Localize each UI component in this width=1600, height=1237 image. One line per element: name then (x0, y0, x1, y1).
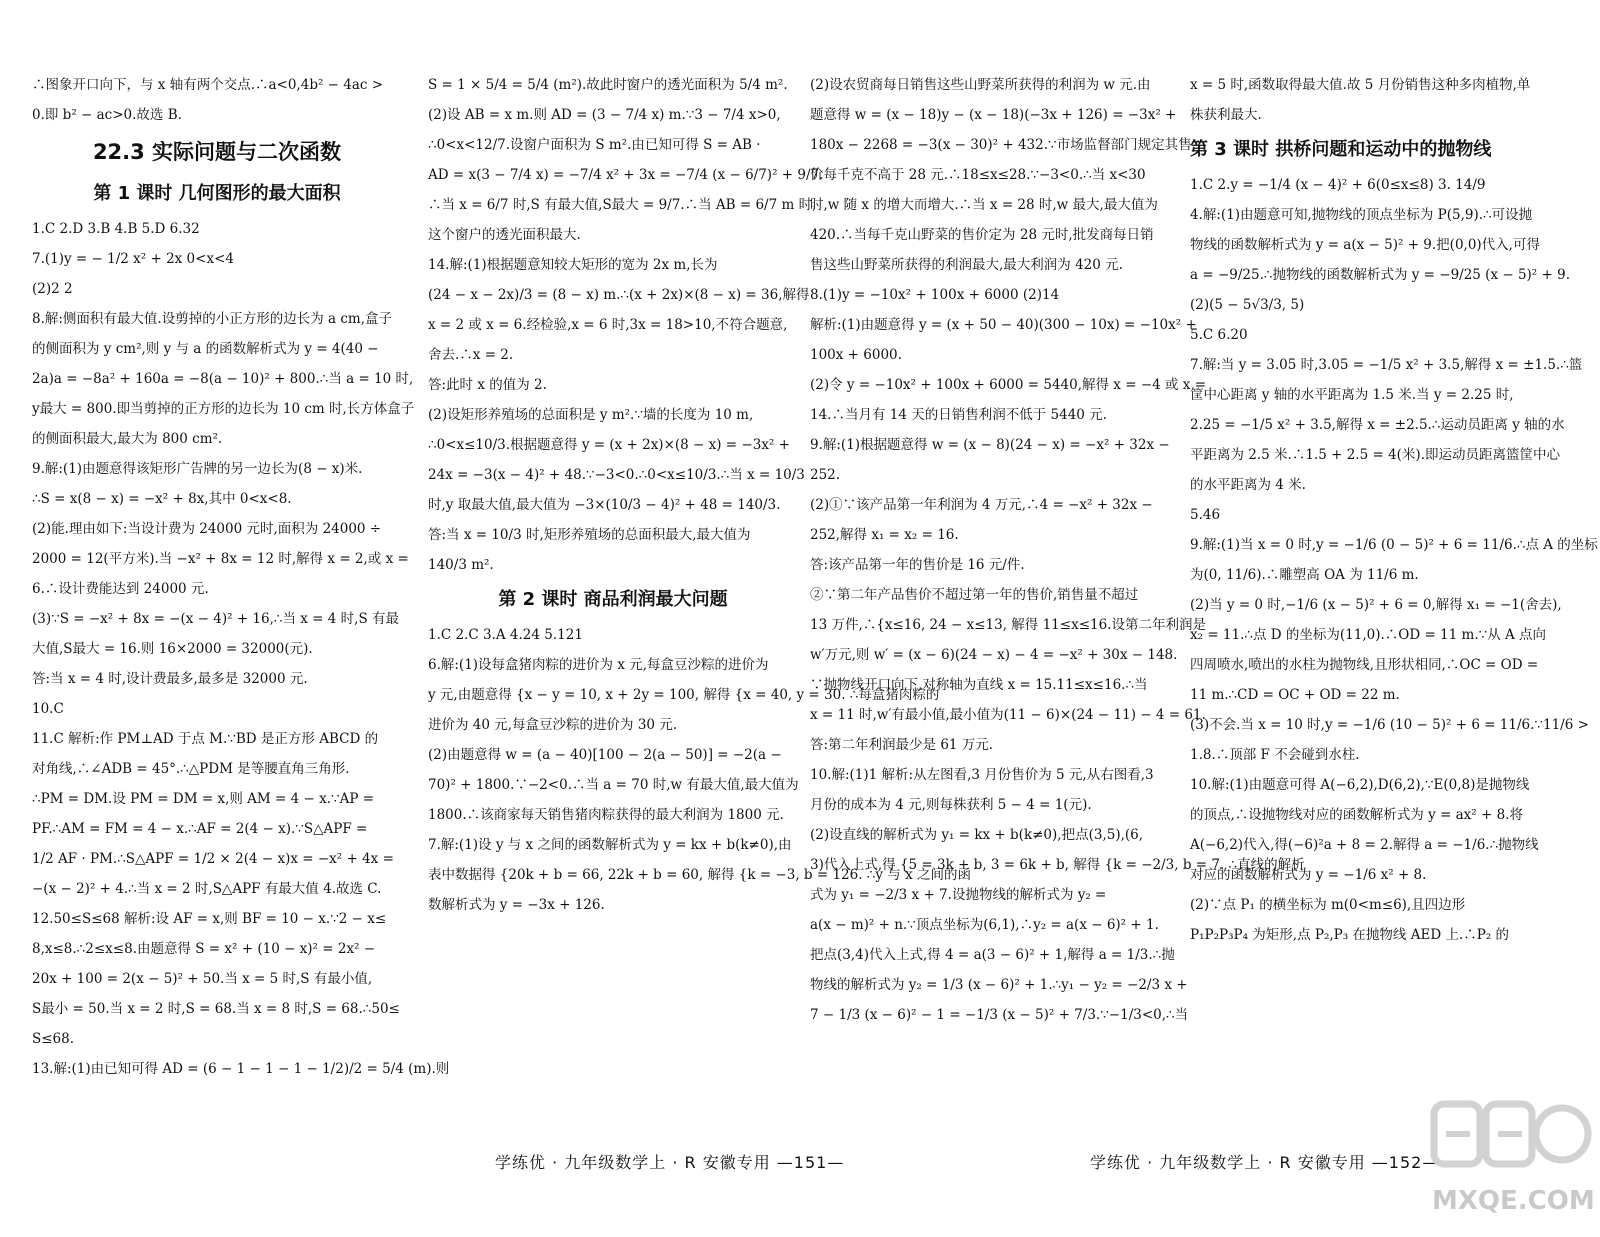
text-line: 1.8.∴顶部 F 不会碰到水柱. (1190, 747, 1360, 763)
text-line: 10.解:(1)由题意可得 A(−6,2),D(6,2),∵E(0,8)是抛物线 (1190, 777, 1530, 793)
text-line: 8.解:侧面积有最大值.设剪掉的小正方形的边长为 a cm,盒子 (32, 311, 393, 327)
text-line: (2)由题意得 w = (a − 40)[100 − 2(a − 50)] = −2(a − (428, 747, 782, 763)
text-line: a(x − m)² + n.∵顶点坐标为(6,1),∴y₂ = a(x − 6)² + 1. (810, 917, 1159, 933)
lesson-heading: 第 2 课时 商品利润最大问题 (498, 589, 728, 610)
text-line: 9.解:(1)由题意得该矩形广告牌的另一边长为(8 − x)米. (32, 461, 363, 477)
text-line: 14.∴当月有 14 天的日销售利润不低于 5440 元. (810, 407, 1107, 423)
lesson-heading: 第 1 课时 几何图形的最大面积 (93, 183, 341, 204)
text-line: 12.50≤S≤68 解析:设 AF = x,则 BF = 10 − x.∵2 − x≤ (32, 911, 387, 927)
text-line: 的侧面积为 y cm²,则 y 与 a 的函数解析式为 y = 4(40 − (32, 341, 379, 357)
text-line: 13 万件,∴{x≤16, 24 − x≤13, 解得 11≤x≤16.设第二年利润是 (810, 617, 1206, 633)
text-line: (2)令 y = −10x² + 100x + 6000 = 5440,解得 x = −4 或 x = (810, 377, 1207, 393)
text-line: 数解析式为 y = −3x + 126. (428, 897, 605, 913)
text-line: 1/2 AF · PM.∴S△APF = 1/2 × 2(4 − x)x = −x² + 4x = (32, 851, 394, 867)
text-line: (2)①∵该产品第一年利润为 4 万元,∴4 = −x² + 32x − (810, 497, 1153, 513)
text-line: 0.即 b² − ac>0.故选 B. (32, 107, 182, 123)
text-line: 11.C 解析:作 PM⊥AD 于点 M.∵BD 是正方形 ABCD 的 (32, 731, 379, 747)
text-line: 8.(1)y = −10x² + 100x + 6000 (2)14 (810, 287, 1060, 303)
text-line: AD = x(3 − 7/4 x) = −7/4 x² + 3x = −7/4 (x − 6/7)² + 9/7. (428, 167, 824, 183)
text-line: 大值,S最大 = 16.则 16×2000 = 32000(元). (32, 641, 313, 657)
text-line: 140/3 m². (428, 557, 494, 573)
lesson-heading: 第 3 课时 拱桥问题和运动中的抛物线 (1190, 139, 1492, 160)
column-4 (1190, 70, 1598, 950)
text-line: 13.解:(1)由已知可得 AD = (6 − 1 − 1 − 1 − 1/2)/2 = 5/4 (m).则 (32, 1061, 450, 1077)
text-line: 舍去.∴x = 2. (428, 347, 514, 363)
text-line: 6.解:(1)设每盒猪肉粽的进价为 x 元,每盒豆沙粽的进价为 (428, 657, 769, 673)
text-line: 2a)a = −8a² + 160a = −8(a − 10)² + 800.∴当 a = 10 时, (32, 371, 414, 387)
text-line: 对应的函数解析式为 y = −1/6 x² + 8. (1190, 867, 1427, 883)
text-line: S最小 = 50.当 x = 2 时,S = 68.当 x = 8 时,S = 68.∴50≤ (32, 1001, 400, 1017)
text-line: 物线的解析式为 y₂ = 1/3 (x − 6)² + 1.∴y₁ − y₂ = −2/3 x + (810, 977, 1188, 993)
text-line: 5.46 (1190, 507, 1221, 523)
watermark-text: MXQE.COM (1432, 1186, 1595, 1216)
column-1 (32, 70, 450, 1084)
text-line: 答:当 x = 10/3 时,矩形养殖场的总面积最大,最大值为 (428, 527, 751, 543)
text-line: 252,解得 x₁ = x₂ = 16. (810, 527, 959, 543)
text-line: 这个窗户的透光面积最大. (428, 227, 581, 243)
text-line: y 元,由题意得 {x − y = 10, x + 2y = 100, 解得 {x = 40, y = 30. ∴每盒猪肉粽的 (428, 687, 940, 703)
text-line: 14.解:(1)根据题意知较大矩形的宽为 2x m,长为 (428, 257, 718, 273)
text-line: (2)设直线的解析式为 y₁ = kx + b(k≠0),把点(3,5),(6, (810, 827, 1144, 843)
text-line: 70)² + 1800.∵−2<0.∴当 a = 70 时,w 有最大值,最大值为 (428, 777, 799, 793)
text-line: 1.C 2.y = −1/4 (x − 4)² + 6(0≤x≤8) 3. 14/9 (1190, 177, 1486, 193)
text-line: (2)2 2 (32, 281, 73, 297)
text-line: 答:当 x = 4 时,设计费最多,最多是 32000 元. (32, 671, 308, 687)
text-line: (2)∵点 P₁ 的横坐标为 m(0<m≤6),且四边形 (1190, 897, 1466, 913)
text-line: 的侧面积最大,最大为 800 cm². (32, 431, 223, 447)
text-line: x₂ = 11.∴点 D 的坐标为(11,0).∴OD = 11 m.∵从 A 点向 (1190, 627, 1547, 643)
text-line: 3)代入上式,得 {5 = 3k + b, 3 = 6k + b, 解得 {k = −2/3, b = 7. ∴直线的解析 (810, 857, 1305, 873)
text-line: (2)设矩形养殖场的总面积是 y m².∵墙的长度为 10 m, (428, 407, 754, 423)
text-line: S≤68. (32, 1031, 75, 1047)
text-line: 180x − 2268 = −3(x − 30)² + 432.∵市场监督部门规定其售 (810, 137, 1192, 153)
text-line: a = −9/25.∴抛物线的函数解析式为 y = −9/25 (x − 5)² + 9. (1190, 267, 1570, 283)
text-line: ∴0<x≤10/3.根据题意得 y = (x + 2x)×(8 − x) = −3x² + (428, 437, 790, 453)
text-line: P₁P₂P₃P₄ 为矩形,点 P₂,P₃ 在抛物线 AED 上.∴P₂ 的 (1190, 927, 1510, 943)
text-line: 1800.∴该商家每天销售猪肉粽获得的最大利润为 1800 元. (428, 807, 784, 823)
text-line: PF.∴AM = FM = 4 − x.∴AF = 2(4 − x).∵S△APF = (32, 821, 368, 837)
page-footer-right: 学练优 · 九年级数学上 · R 安徽专用 —152— (1090, 1153, 1440, 1172)
text-line: 24x = −3(x − 4)² + 48.∵−3<0.∴0<x≤10/3.∴当 x = 10/3 (428, 467, 805, 483)
text-line: (2)设农贸商每日销售这些山野菜所获得的利润为 w 元.由 (810, 77, 1151, 93)
text-line: 四周喷水,喷出的水柱为抛物线,且形状相同,∴OC = OD = (1190, 657, 1539, 673)
text-line: (24 − x − 2x)/3 = (8 − x) m.∴(x + 2x)×(8 − x) = 36,解得 (428, 287, 810, 303)
text-line: 10.解:(1)1 解析:从左图看,3 月份售价为 5 元,从右图看,3 (810, 767, 1154, 783)
text-line: ∴图象开口向下，与 x 轴有两个交点.∴a<0,4b² − 4ac > (32, 77, 384, 93)
text-line: 式为 y₁ = −2/3 x + 7.设抛物线的解析式为 y₂ = (810, 887, 1107, 903)
text-line: 7 − 1/3 (x − 6)² − 1 = −1/3 (x − 5)² + 7/3.∵−1/3<0,∴当 (810, 1007, 1189, 1023)
text-line: x = 2 或 x = 6.经检验,x = 6 时,3x = 18>10,不符合题意, (428, 317, 788, 333)
text-line: 进价为 40 元,每盒豆沙粽的进价为 30 元. (428, 717, 678, 733)
text-line: 252. (810, 467, 841, 483)
text-line: 对角线,∴∠ADB = 45°.∴△PDM 是等腰直角三角形. (32, 761, 350, 777)
page-footer-left: 学练优 · 九年级数学上 · R 安徽专用 —151— (495, 1153, 845, 1172)
text-line: 物线的函数解析式为 y = a(x − 5)² + 9.把(0,0)代入,可得 (1190, 237, 1540, 253)
text-line: 100x + 6000. (810, 347, 902, 363)
text-line: −(x − 2)² + 4.∴当 x = 2 时,S△APF 有最大值 4.故选 C. (32, 881, 382, 897)
text-line: 8,x≤8.∴2≤x≤8.由题意得 S = x² + (10 − x)² = 2x² − (32, 941, 376, 957)
text-line: (3)不会.当 x = 10 时,y = −1/6 (10 − 5)² + 6 = 11/6.∵11/6 > (1190, 717, 1589, 733)
text-line: 6.∴设计费能达到 24000 元. (32, 581, 209, 597)
text-line: 月份的成本为 4 元,则每株获利 5 − 4 = 1(元). (810, 797, 1092, 813)
text-line: 的水平距离为 4 米. (1190, 477, 1306, 493)
text-line: 10.C (32, 701, 64, 717)
text-line: 答:第二年利润最少是 61 万元. (810, 737, 994, 753)
text-line: 1.C 2.D 3.B 4.B 5.D 6.32 (32, 221, 200, 237)
text-line: x = 5 时,函数取得最大值.故 5 月份销售这种多肉植物,单 (1190, 77, 1531, 93)
text-line: 7.(1)y = − 1/2 x² + 2x 0<x<4 (32, 251, 234, 267)
text-line: ∴PM = DM.设 PM = DM = x,则 AM = 4 − x.∵AP = (32, 791, 375, 807)
section-heading: 22.3 实际问题与二次函数 (92, 140, 342, 164)
text-line: 9.解:(1)当 x = 0 时,y = −1/6 (0 − 5)² + 6 = 11/6.∴点 A 的坐标 (1190, 537, 1598, 553)
text-line: 筐中心距离 y 轴的水平距离为 1.5 米.当 y = 2.25 时, (1190, 387, 1514, 403)
text-line: 420.∴当每千克山野菜的售价定为 28 元时,批发商每日销 (810, 227, 1154, 243)
text-line: w′万元,则 w′ = (x − 6)(24 − x) − 4 = −x² + 30x − 148. (810, 647, 1178, 663)
text-line: 答:该产品第一年的售价是 16 元/件. (810, 557, 1025, 573)
text-line: ∴0<x<12/7.设窗户面积为 S m².由已知可得 S = AB · (428, 137, 761, 153)
text-line: 答:此时 x 的值为 2. (428, 377, 547, 393)
text-line: 株获利最大. (1190, 107, 1262, 123)
text-line: (3)∵S = −x² + 8x = −(x − 4)² + 16,∴当 x = 4 时,S 有最 (32, 611, 399, 627)
text-line: 2.25 = −1/5 x² + 3.5,解得 x = ±2.5.∴运动员距离 y 轴的水 (1190, 417, 1565, 433)
text-line: 时,w 随 x 的增大而增大.∴当 x = 28 时,w 最大,最大值为 (810, 197, 1158, 213)
text-line: ∴S = x(8 − x) = −x² + 8x,其中 0<x<8. (32, 491, 292, 507)
text-line: A(−6,2)代入,得(−6)²a + 8 = 2.解得 a = −1/6.∴抛物线 (1190, 837, 1539, 853)
text-line: (2)设 AB = x m.则 AD = (3 − 7/4 x) m.∵3 − 7/4 x>0, (428, 107, 781, 123)
text-line: 11 m.∴CD = OC + OD = 22 m. (1190, 687, 1400, 703)
text-line: 1.C 2.C 3.A 4.24 5.121 (428, 627, 583, 643)
text-line: 时,y 取最大值,最大值为 −3×(10/3 − 4)² + 48 = 140/3. (428, 497, 781, 513)
text-line: (2)(5 − 5√3/3, 5) (1190, 297, 1305, 313)
text-line: S = 1 × 5/4 = 5/4 (m²).故此时窗户的透光面积为 5/4 m². (428, 77, 788, 93)
text-line: 的顶点,∴设抛物线对应的函数解析式为 y = ax² + 8.将 (1190, 807, 1523, 823)
text-line: 2000 = 12(平方米).当 −x² + 8x = 12 时,解得 x = 2,或 x = (32, 551, 409, 567)
text-line: ∴当 x = 6/7 时,S 有最大值,S最大 = 9/7.∴当 AB = 6/7 m 时, (428, 197, 817, 213)
text-line: ②∵第二年产品售价不超过第一年的售价,销售量不超过 (810, 587, 1139, 603)
text-line: 价每千克不高于 28 元.∴18≤x≤28.∵−3<0.∴当 x<30 (810, 167, 1146, 183)
text-line: y最大 = 800.即当剪掉的正方形的边长为 10 cm 时,长方体盒子 (32, 401, 415, 417)
text-line: 7.解:当 y = 3.05 时,3.05 = −1/5 x² + 3.5,解得 x = ±1.5.∴篮 (1190, 357, 1583, 373)
text-line: (2)能.理由如下:当设计费为 24000 元时,面积为 24000 ÷ (32, 521, 382, 537)
text-line: 售这些山野菜所获得的利润最大,最大利润为 420 元. (810, 257, 1123, 273)
text-line: 为(0, 11/6).∴雕塑高 OA 为 11/6 m. (1190, 567, 1419, 583)
text-line: 把点(3,4)代入上式,得 4 = a(3 − 6)² + 1,解得 a = 1/3.∴抛 (810, 947, 1175, 963)
text-line: 9.解:(1)根据题意得 w = (x − 8)(24 − x) = −x² + 32x − (810, 437, 1170, 453)
text-line: 7.解:(1)设 y 与 x 之间的函数解析式为 y = kx + b(k≠0),由 (428, 837, 792, 853)
text-line: 20x + 100 = 2(x − 5)² + 50.当 x = 5 时,S 有最小值, (32, 971, 373, 987)
text-line: 解析:(1)由题意得 y = (x + 50 − 40)(300 − 10x) = −10x² + (810, 317, 1197, 333)
text-line: 5.C 6.20 (1190, 327, 1248, 343)
text-line: 题意得 w = (x − 18)y − (x − 18)(−3x + 126) = −3x² + (810, 107, 1177, 123)
text-line: (2)当 y = 0 时,−1/6 (x − 5)² + 6 = 0,解得 x₁ = −1(舍去), (1190, 597, 1562, 613)
text-line: 表中数据得 {20k + b = 66, 22k + b = 60, 解得 {k = −3, b = 126. ∴y 与 x 之间的函 (428, 867, 972, 883)
text-line: 4.解:(1)由题意可知,抛物线的顶点坐标为 P(5,9).∴可设抛 (1190, 207, 1533, 223)
text-line: x = 11 时,w′有最小值,最小值为(11 − 6)×(24 − 11) − 4 = 61. (810, 707, 1206, 723)
text-line: ∵抛物线开口向下,对称轴为直线 x = 15.11≤x≤16.∴当 (810, 677, 1148, 693)
text-line: 平距离为 2.5 米.∴1.5 + 2.5 = 4(米).即运动员距离篮筐中心 (1190, 447, 1560, 463)
